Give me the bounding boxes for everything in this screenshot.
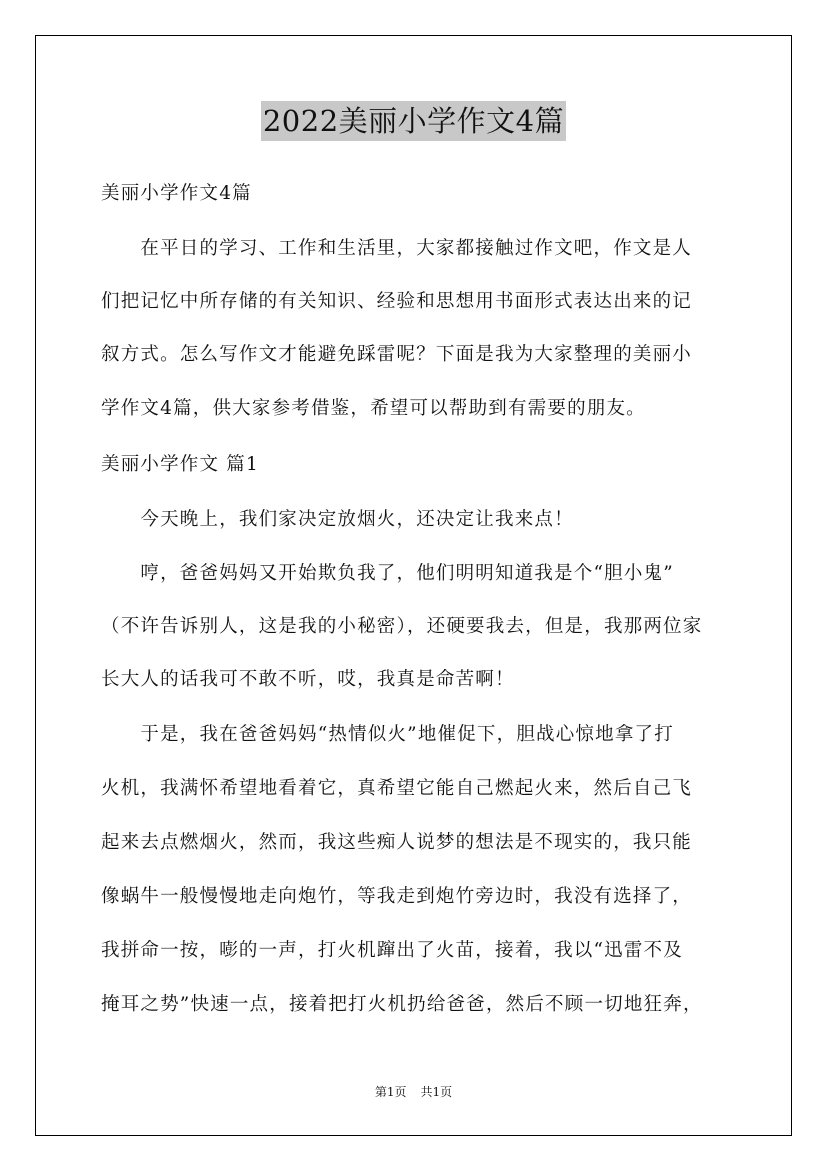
text-line: 于是，我在爸爸妈妈“热情似火”地催促下，胆战心惊地拿了打	[101, 724, 674, 745]
section-heading: 美丽小学作文4篇	[101, 183, 252, 204]
text-line: 掩耳之势”快速一点，接着把打火机扔给爸爸，然后不顾一切地狂奔，	[101, 994, 703, 1015]
text-line: 在平日的学习、工作和生活里，大家都接触过作文吧，作文是人	[101, 238, 693, 259]
page-number: 第1页	[374, 1085, 407, 1099]
text-line: 火机，我满怀希望地看着它，真希望它能自己燃起火来，然后自己飞	[101, 778, 693, 799]
page-footer	[0, 1084, 827, 1100]
text-line: 我拼命一按，嘭的一声，打火机蹿出了火苗，接着，我以“迅雷不及	[101, 940, 683, 961]
document-title: 2022美丽小学作文4篇	[261, 101, 566, 141]
text-line: 叙方式。怎么写作文才能避免踩雷呢？下面是我为大家整理的美丽小	[101, 344, 693, 365]
text-line: 学作文4篇，供大家参考借鉴，希望可以帮助到有需要的朋友。	[101, 398, 646, 419]
text-line: 今天晚上，我们家决定放烟火，还决定让我来点！	[101, 509, 574, 530]
title-container	[0, 101, 827, 141]
text-line: （不许告诉别人，这是我的小秘密），还硬要我去，但是，我那两位家	[101, 616, 703, 637]
text-line: 像蜗牛一般慢慢地走向炮竹，等我走到炮竹旁边时，我没有选择了，	[101, 886, 693, 907]
text-line: 哼，爸爸妈妈又开始欺负我了，他们明明知道我是个“胆小鬼”	[101, 563, 674, 584]
text-line: 长大人的话我可不敢不听，哎，我真是命苦啊！	[101, 669, 515, 690]
section-heading: 美丽小学作文 篇1	[101, 454, 259, 475]
page-total: 共1页	[420, 1085, 453, 1099]
text-line: 起来去点燃烟火，然而，我这些痴人说梦的想法是不现实的，我只能	[101, 832, 693, 853]
text-line: 们把记忆中所存储的有关知识、经验和思想用书面形式表达出来的记	[101, 291, 693, 312]
